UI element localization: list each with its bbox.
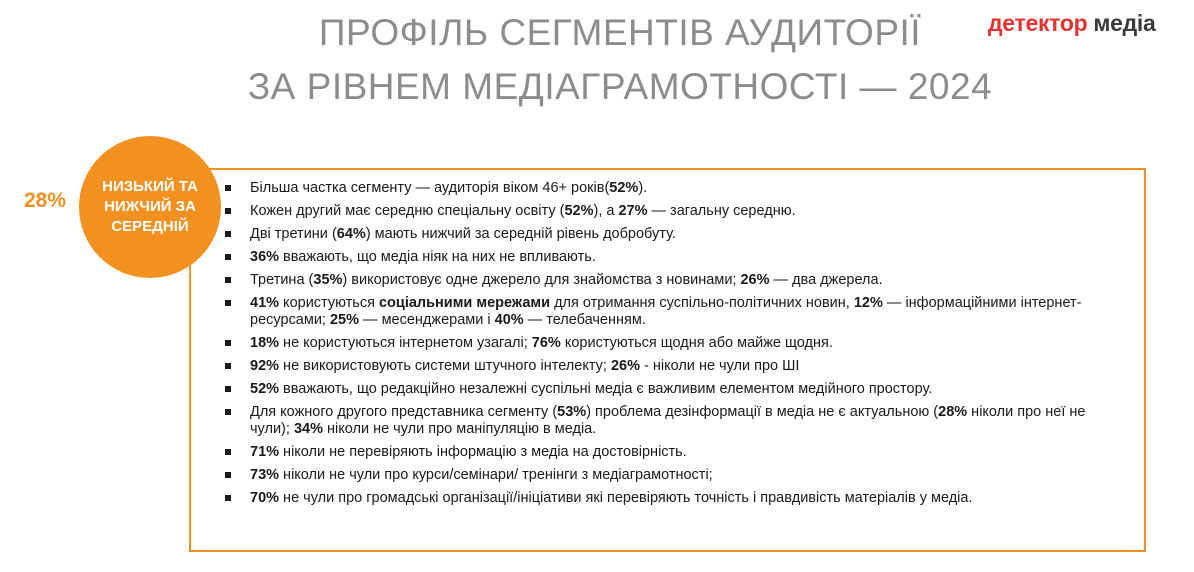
bullet-bold-text: 26% [610, 358, 640, 374]
bullet-item [224, 404, 1124, 438]
bullet-bold-text: соціальними мережами [378, 295, 551, 311]
bullet-item [224, 335, 1124, 352]
bullet-item [224, 467, 1124, 484]
bullet-text: не використовують системи штучного інтелекту; [279, 358, 611, 374]
bullet-text: ніколи про неї не чули); [250, 404, 1086, 437]
bullet-marker-icon [225, 386, 231, 392]
segment-label: НИЗЬКИЙ ТА НИЖЧИЙ ЗА СЕРЕДНІЙ [102, 178, 198, 235]
segment-circle [79, 136, 221, 278]
bullet-bold-text: 41% [250, 295, 280, 311]
bullet-marker-icon [225, 254, 231, 260]
bullet-bold-text: 53% [557, 404, 587, 420]
bullet-marker-icon [225, 231, 231, 237]
bullet-text: не чули про громадські організації/ініціативи які перевіряють точність і правдивість матеріалів у медіа. [279, 490, 973, 506]
bullet-text: ) використовує одне джерело для знайомства з новинами; [342, 272, 741, 288]
bullet-text: користуються [279, 295, 379, 311]
bullet-text: Для кожного другого представника сегменту ( [250, 404, 558, 420]
bullet-bold-text: 52% [250, 381, 280, 397]
bullet-item [224, 295, 1124, 329]
bullet-item [224, 490, 1124, 507]
bullet-text: ) мають нижчий за середній рівень добробуту. [365, 226, 676, 242]
bullet-bold-text: 18% [250, 335, 280, 351]
bullet-item [224, 381, 1124, 398]
slide-title [190, 6, 1050, 114]
bullet-bold-text: 76% [531, 335, 561, 351]
bullet-item [224, 249, 1124, 266]
bullet-text: — месенджерами і [359, 312, 495, 328]
bullet-marker-icon [225, 495, 231, 501]
bullet-bold-text: 52% [564, 203, 594, 219]
bullet-bold-text: 27% [618, 203, 648, 219]
bullet-marker-icon [225, 409, 231, 415]
bullet-bold-text: 71% [250, 444, 280, 460]
bullet-text: для отримання суспільно-політичних новин, [550, 295, 854, 311]
bullet-text: ) проблема дезінформації в медіа не є актуальною ( [586, 404, 939, 420]
bullet-text: вважають, що редакційно незалежні суспільні медіа є важливим елементом медійного простору. [279, 381, 933, 397]
bullet-marker-icon [225, 363, 231, 369]
bullet-text: — телебаченням. [523, 312, 646, 328]
bullet-text: Дві третини ( [250, 226, 337, 242]
bullet-marker-icon [225, 472, 231, 478]
logo-part-2: медіа [1087, 10, 1156, 36]
bullet-bold-text: 70% [250, 490, 280, 506]
bullet-item [224, 203, 1124, 220]
bullet-item [224, 358, 1124, 375]
bullet-bold-text: 34% [293, 421, 323, 437]
bullet-text: Більша частка сегменту — аудиторія віком 46+ років( [250, 180, 610, 196]
bullet-bold-text: 26% [740, 272, 770, 288]
bullet-bold-text: 73% [250, 467, 280, 483]
bullet-text: ніколи не перевіряють інформацію з медіа на достовірність. [279, 444, 687, 460]
bullet-bold-text: 28% [938, 404, 968, 420]
bullet-text: ніколи не чули про маніпуляцію в медіа. [322, 421, 597, 437]
bullet-marker-icon [225, 340, 231, 346]
bullet-text: — інформаційними інтернет-ресурсами; [250, 295, 1082, 328]
bullet-marker-icon [225, 277, 231, 283]
bullet-marker-icon [225, 208, 231, 214]
bullet-text: вважають, що медіа ніяк на них не впливають. [279, 249, 596, 265]
bullet-marker-icon [225, 300, 231, 306]
bullet-bold-text: 40% [494, 312, 524, 328]
bullet-bold-text: 36% [250, 249, 280, 265]
bullet-text: — загальну середню. [647, 203, 796, 219]
title-line-2: ЗА РІВНЕМ МЕДІАГРАМОТНОСТІ — 2024 [247, 66, 993, 107]
bullet-list [224, 180, 1124, 513]
segment-percent: 28% [24, 189, 67, 212]
bullet-bold-text: 52% [609, 180, 639, 196]
bullet-text: — два джерела. [769, 272, 883, 288]
bullet-marker-icon [225, 449, 231, 455]
bullet-bold-text: 12% [853, 295, 883, 311]
bullet-text: - ніколи не чули про ШІ [639, 358, 800, 374]
bullet-text: Кожен другий має середню спеціальну освіту ( [250, 203, 565, 219]
bullet-item [224, 226, 1124, 243]
bullet-text: не користуються інтернетом узагалі; [279, 335, 532, 351]
bullet-text: Третина ( [250, 272, 314, 288]
title-line-1: ПРОФІЛЬ СЕГМЕНТІВ АУДИТОРІЇ [318, 12, 922, 53]
bullet-text: ). [638, 180, 648, 196]
brand-logo [988, 10, 1156, 37]
bullet-bold-text: 64% [336, 226, 366, 242]
bullet-marker-icon [225, 185, 231, 191]
bullet-text: користуються щодня або майже щодня. [560, 335, 833, 351]
bullet-bold-text: 92% [250, 358, 280, 374]
bullet-text: ніколи не чули про курси/семінари/ тренінги з медіаграмотності; [279, 467, 713, 483]
bullet-item [224, 444, 1124, 461]
bullet-item [224, 180, 1124, 197]
bullet-text: ), а [593, 203, 619, 219]
bullet-bold-text: 35% [313, 272, 343, 288]
bullet-bold-text: 25% [329, 312, 360, 328]
bullet-item [224, 272, 1124, 289]
logo-part-1: детектор [988, 10, 1088, 36]
